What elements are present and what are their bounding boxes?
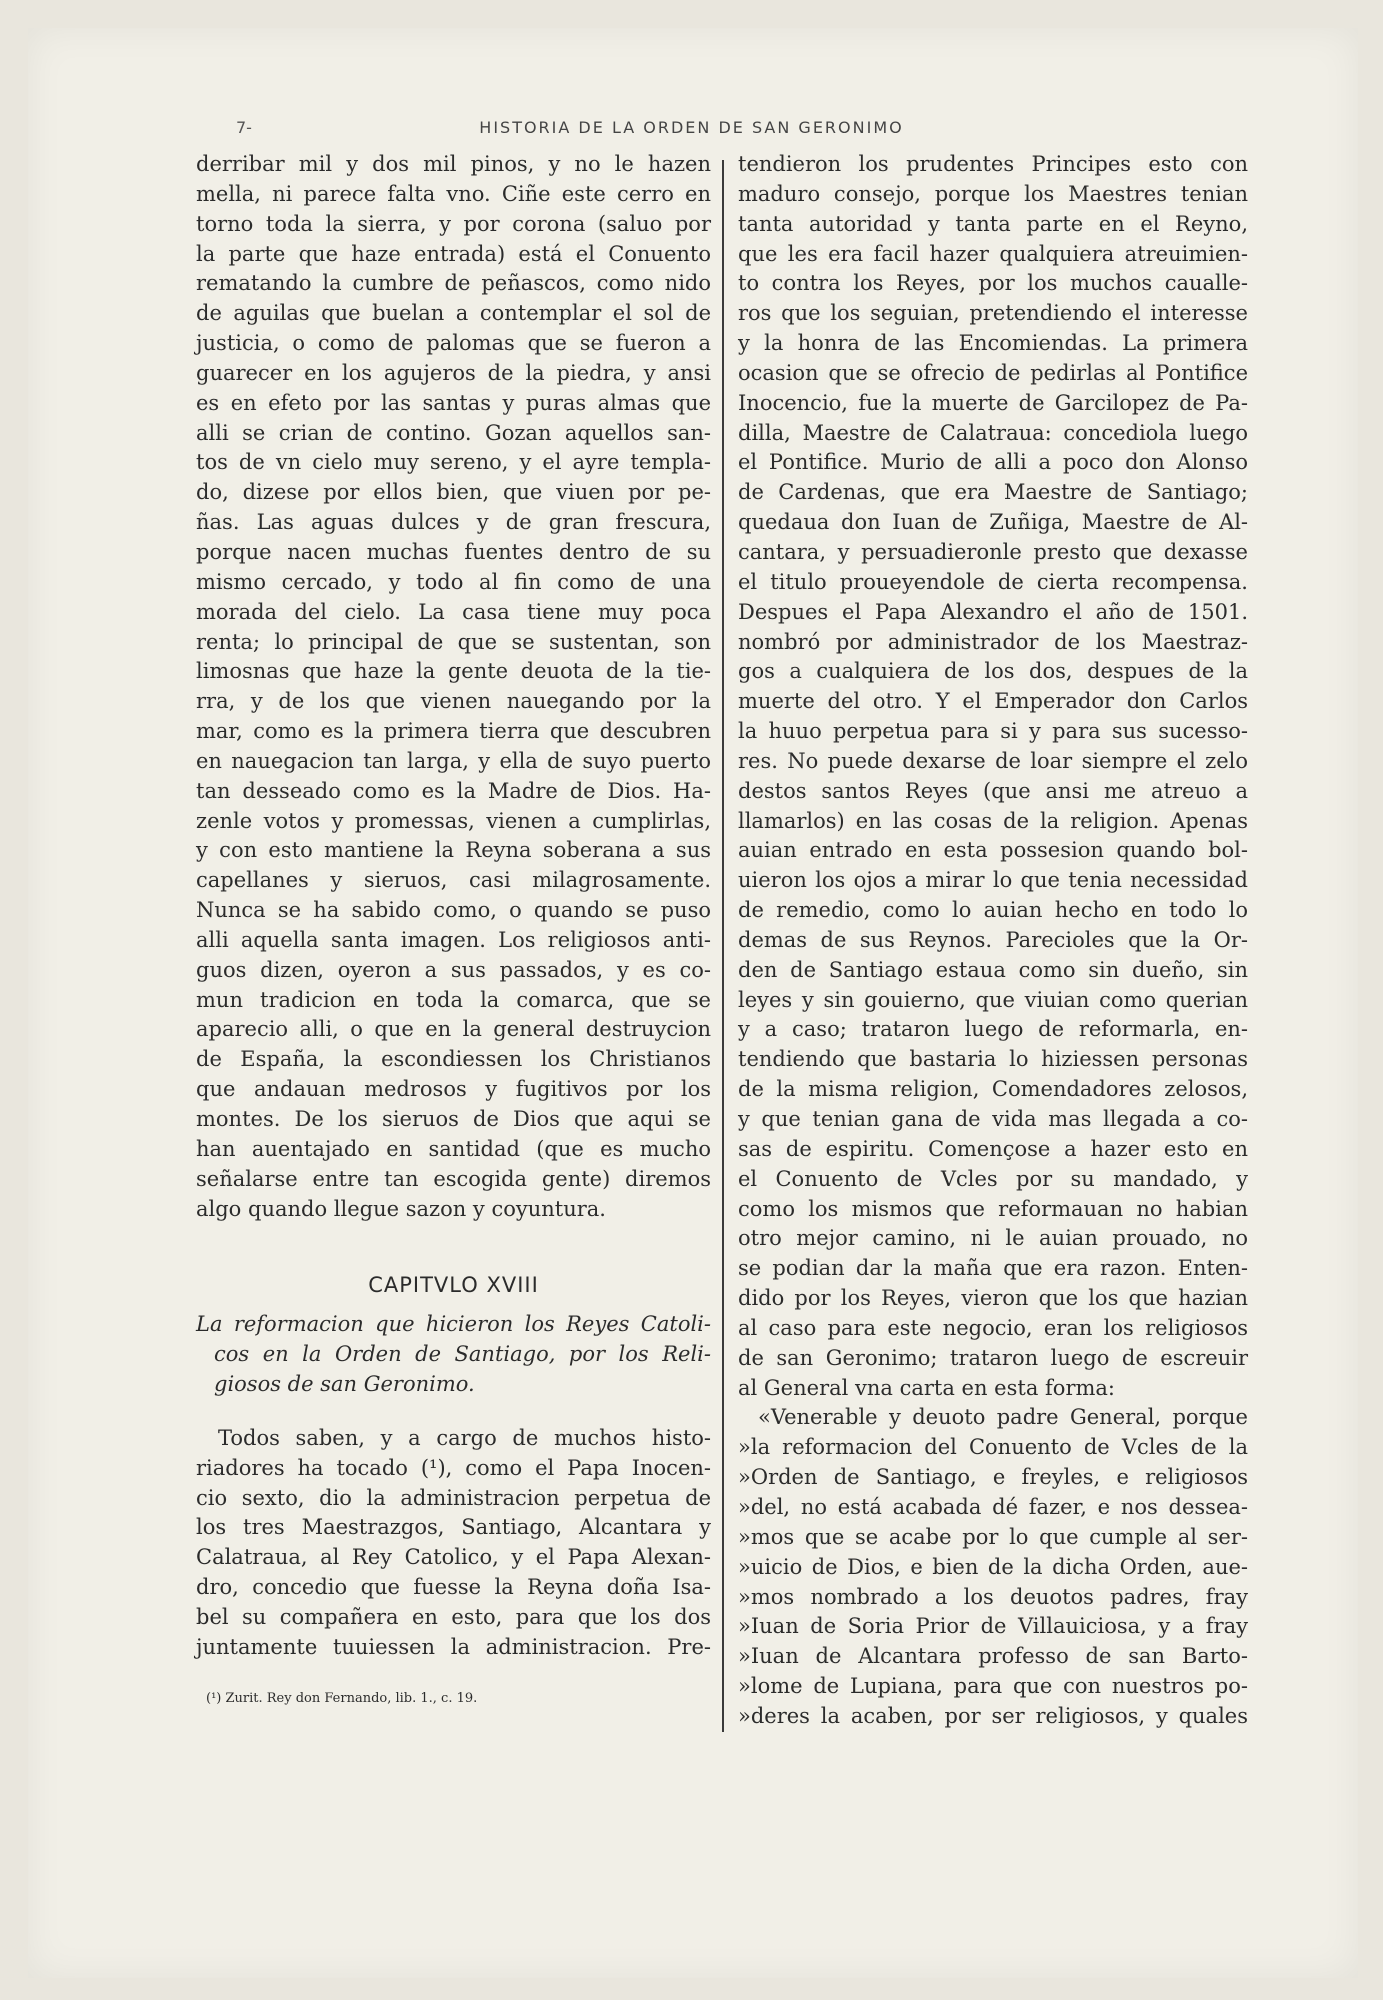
text-line: «Venerable y deuoto padre General, porque (758, 1405, 1248, 1430)
text-line: »lome de Lupiana, para que con nuestros po- (738, 1674, 1248, 1699)
text-line: otro mejor camino, ni le auian prouado, no (738, 1226, 1248, 1251)
text-line: cantara, y persuadieronle presto que dexasse (738, 539, 1248, 564)
text-line: muerte del otro. Y el Emperador don Carlos (738, 689, 1248, 714)
text-line: juntamente tuuiessen la administracion. Pre- (196, 1634, 711, 1659)
text-line: al caso para este negocio, eran los religiosos (738, 1315, 1248, 1340)
text-line: do, dizese por ellos bien, que viuen por pe- (196, 480, 711, 505)
text-line: el titulo proueyendole de cierta recompensa. (738, 569, 1248, 594)
chapter-heading: CAPITVLO XVIII (368, 1273, 539, 1298)
text-line: porque nacen muchas fuentes dentro de su (196, 539, 711, 564)
text-line: »del, no está acabada dé fazer, e nos dessea- (738, 1494, 1248, 1519)
text-line: »la reformacion del Conuento de Vcles de la (738, 1435, 1248, 1460)
text-line: y que tenian gana de vida mas llegada a co- (738, 1107, 1248, 1131)
text-line: la huuo perpetua para si y para sus sucesso- (738, 719, 1248, 744)
text-line: Inocencio, fue la muerte de Garcilopez de Pa- (738, 390, 1248, 415)
text-line: auian entrado en esta possesion quando bol- (738, 838, 1248, 863)
text-line: bel su compañera en esto, para que los dos (196, 1604, 711, 1629)
text-line: de Cardenas, que era Maestre de Santiago; (738, 480, 1248, 505)
text-line: ñas. Las aguas dulces y de gran frescura, (196, 510, 711, 535)
text-line: llamarlos) en las cosas de la religion. Apenas (738, 808, 1248, 833)
subtitle-line: La reformacion que hicieron los Reyes Catoli- (196, 1312, 711, 1337)
text-line: torno toda la sierra, y por corona (saluo por (196, 211, 711, 236)
text-line: Calatraua, al Rey Catolico, y el Papa Alexan- (196, 1545, 711, 1570)
text-line: mun tradicion en toda la comarca, que se (196, 987, 711, 1012)
text-line: guos dizen, oyeron a sus passados, y es co- (196, 957, 711, 982)
text-line: justicia, o como de palomas que se fueron a (196, 331, 711, 356)
right-column (738, 150, 1248, 1732)
text-line: señalarse entre tan escogida gente) diremos (196, 1166, 711, 1191)
text-line: to contra los Reyes, por los muchos caualle- (738, 271, 1248, 296)
text-line: limosnas que haze la gente deuota de la tie- (196, 659, 711, 684)
text-line: Todos saben, y a cargo de muchos histo- (218, 1425, 711, 1450)
chapter-subtitle (196, 1310, 711, 1400)
text-line: »Iuan de Alcantara professo de san Barto- (738, 1644, 1248, 1669)
text-line: »uicio de Dios, e bien de la dicha Orden, aue- (738, 1554, 1248, 1579)
left-column (196, 150, 711, 1706)
text-line: ros que los seguian, pretendiendo el interesse (738, 301, 1248, 326)
text-line: la parte que haze entrada) está el Conuento (196, 241, 711, 266)
page-number: 7- (236, 118, 252, 137)
text-line: de la misma religion, Comendadores zelosos, (738, 1077, 1248, 1102)
text-line: sas de espiritu. Començose a hazer esto en (738, 1136, 1248, 1161)
text-line: algo quando llegue sazon y coyuntura. (196, 1196, 606, 1221)
text-line: uieron los ojos a mirar lo que tenia necessidad (738, 868, 1248, 893)
text-line: Despues el Papa Alexandro el año de 1501. (738, 599, 1248, 624)
text-line: Nunca se ha sabido como, o quando se puso (196, 898, 711, 923)
paragraph-gap (196, 1400, 711, 1424)
text-line: dilla, Maestre de Calatraua: concediola luego (738, 420, 1248, 445)
text-line: el Pontifice. Murio de alli a poco don Alonso (738, 450, 1248, 475)
text-line: aparecio alli, o que en la general destruycion (196, 1017, 711, 1042)
text-line: de remedio, como lo auian hecho en todo lo (738, 898, 1248, 923)
text-line: zenle votos y promessas, vienen a cumplirlas, (196, 808, 711, 833)
running-title: HISTORIA DE LA ORDEN DE SAN GERONIMO (479, 118, 904, 137)
text-line: tendiendo que bastaria lo hiziessen personas (738, 1047, 1248, 1072)
text-line: »mos nombrado a los deuotos padres, fray (738, 1584, 1248, 1609)
text-line: quedaua don Iuan de Zuñiga, Maestre de Al- (738, 510, 1248, 535)
text-line: han auentajado en santidad (que es mucho (196, 1136, 711, 1161)
text-line: demas de sus Reynos. Parecioles que la Or- (738, 927, 1248, 952)
text-line: los tres Maestrazgos, Santiago, Alcantara y (196, 1515, 711, 1540)
text-line: den de Santiago estaua como sin dueño, sin (738, 957, 1248, 982)
text-line: de san Geronimo; trataron luego de escreuir (738, 1345, 1248, 1370)
footnote: (¹) Zurit. Rey don Fernando, lib. 1., c. 19. (206, 1690, 478, 1706)
text-line: dro, concedio que fuesse la Reyna doña Isa- (196, 1575, 711, 1600)
text-line: de aguilas que buelan a contemplar el sol de (196, 301, 711, 326)
text-line: es en efeto por las santas y puras almas que (196, 390, 711, 415)
left-chapter-text (196, 1424, 711, 1663)
text-line: rra, y de los que vienen nauegando por la (196, 689, 711, 714)
text-line: de España, la escondiessen los Christianos (196, 1047, 711, 1072)
text-line: ocasion que se ofrecio de pedirlas al Pontifice (738, 360, 1248, 385)
text-line: mismo cercado, y todo al fin como de una (196, 569, 711, 594)
text-line: morada del cielo. La casa tiene muy poca (196, 599, 711, 624)
text-line: mella, ni parece falta vno. Ciñe este cerro en (196, 181, 711, 206)
text-line: tos de vn cielo muy sereno, y el ayre templa- (196, 450, 711, 475)
text-line: se podian dar la maña que era razon. Enten- (738, 1256, 1248, 1281)
text-line: tanta autoridad y tanta parte en el Reyno, (738, 211, 1248, 236)
text-line: »mos que se acabe por lo que cumple al ser- (738, 1524, 1248, 1549)
text-line: alli aquella santa imagen. Los religiosos anti- (196, 927, 711, 952)
text-line: y la honra de las Encomiendas. La primera (738, 331, 1248, 356)
text-line: tendieron los prudentes Principes esto con (738, 152, 1248, 176)
text-line: leyes y sin gouierno, que viuian como querian (738, 987, 1248, 1012)
text-line: que les era facil hazer qualquiera atreuimien- (738, 241, 1248, 266)
text-line: gos a cualquiera de los dos, despues de la (738, 659, 1248, 684)
text-line: alli se crian de contino. Gozan aquellos san- (196, 420, 711, 445)
text-line: »Orden de Santiago, e freyles, e religiosos (738, 1465, 1248, 1490)
text-line: res. No puede dexarse de loar siempre el zelo (738, 748, 1248, 773)
right-body-text (738, 150, 1248, 1732)
text-line: derribar mil y dos mil pinos, y no le hazen (196, 152, 711, 176)
text-line: el Conuento de Vcles por su mandado, y (738, 1166, 1248, 1191)
text-line: cio sexto, dio la administracion perpetua de (196, 1485, 711, 1510)
text-line: dido por los Reyes, vieron que los que hazian (738, 1286, 1248, 1311)
text-line: montes. De los sieruos de Dios que aqui se (196, 1107, 711, 1131)
text-line: destos santos Reyes (que ansi me atreuo a (738, 778, 1248, 803)
text-line: rematando la cumbre de peñascos, como nido (196, 271, 711, 296)
text-line: maduro consejo, porque los Maestres tenian (738, 181, 1248, 206)
text-line: al General vna carta en esta forma: (738, 1375, 1115, 1400)
text-line: y a caso; trataron luego de reformarla, en- (738, 1017, 1248, 1042)
subtitle-line: giosos de san Geronimo. (214, 1372, 475, 1397)
text-line: que andauan medrosos y fugitivos por los (196, 1077, 711, 1102)
text-line: renta; lo principal de que se sustentan, son (196, 629, 711, 654)
text-line: guarecer en los agujeros de la piedra, y ansi (196, 360, 711, 385)
text-line: como los mismos que reformauan no habian (738, 1196, 1248, 1221)
text-line: en nauegacion tan larga, y ella de suyo puerto (196, 748, 711, 773)
text-line: tan desseado como es la Madre de Dios. Ha- (196, 778, 711, 803)
text-line: capellanes y sieruos, casi milagrosamente. (196, 868, 711, 893)
text-line: riadores ha tocado (¹), como el Papa Inocen- (196, 1455, 711, 1480)
subtitle-line: cos en la Orden de Santiago, por los Reli- (214, 1342, 711, 1367)
text-line: mar, como es la primera tierra que descubren (196, 719, 711, 744)
text-line: »Iuan de Soria Prior de Villauiciosa, y a fray (738, 1614, 1248, 1639)
text-line: nombró por administrador de los Maestraz- (738, 629, 1248, 654)
text-line: y con esto mantiene la Reyna soberana a sus (196, 838, 711, 863)
column-divider (722, 160, 724, 1732)
text-line: »deres la acaben, por ser religiosos, y quales (738, 1703, 1248, 1728)
left-body-text (196, 150, 711, 1224)
